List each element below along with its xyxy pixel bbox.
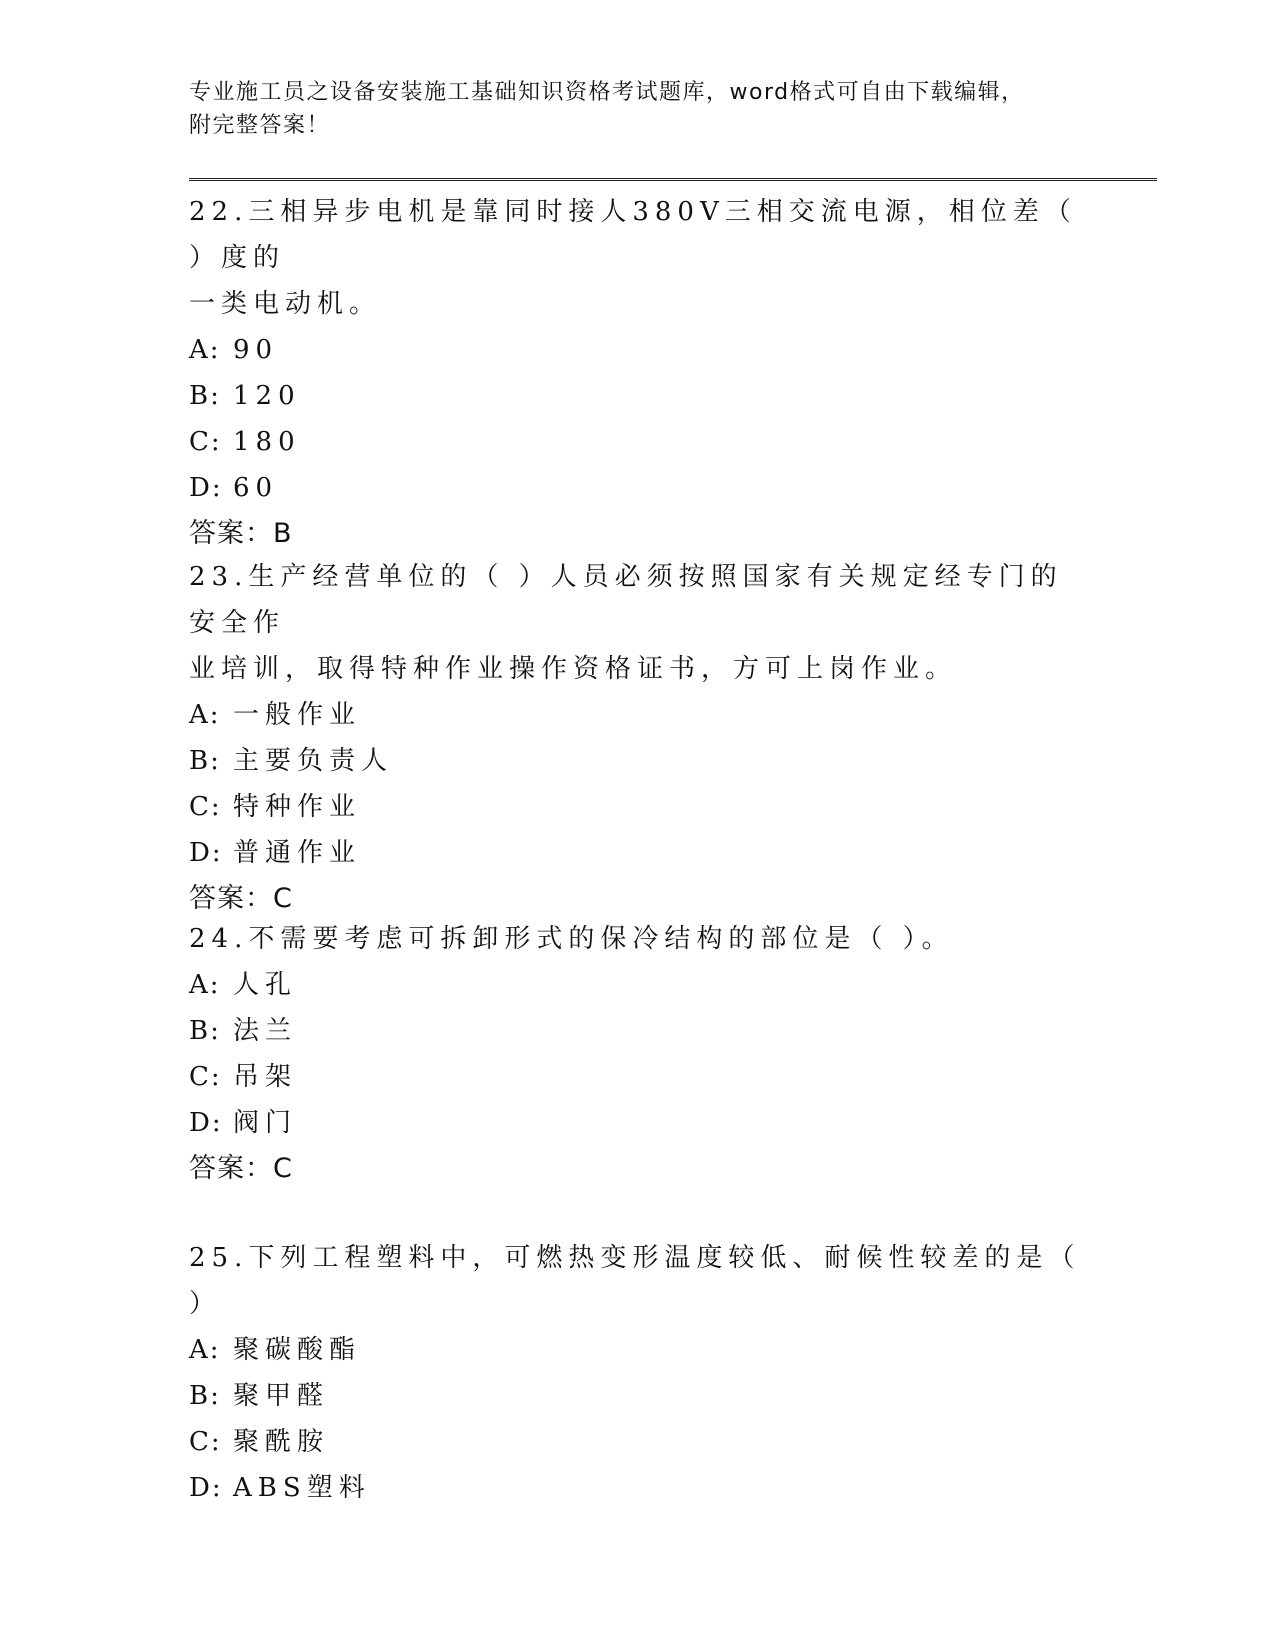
option-text: 法兰 — [233, 1016, 298, 1046]
option-text: 吊架 — [233, 1062, 298, 1092]
option-text: ABS塑料 — [233, 1473, 371, 1503]
option-text: 120 — [233, 381, 301, 411]
option-d — [189, 1465, 1089, 1511]
header-line-2: 附完整答案！ — [189, 113, 331, 138]
question-stem: 24.不需要考虑可拆卸形式的保冷结构的部位是（ ）。 — [189, 924, 954, 954]
option-letter: B: — [189, 1381, 221, 1411]
question-22 — [189, 189, 1089, 557]
option-text: 聚甲醛 — [233, 1381, 330, 1411]
option-letter: A: — [189, 970, 221, 1000]
question-23 — [189, 554, 1089, 922]
option-letter: C: — [189, 792, 222, 822]
option-letter: A: — [189, 700, 221, 730]
option-letter: B: — [189, 1016, 221, 1046]
option-letter: B: — [189, 381, 221, 411]
option-b — [189, 1373, 1089, 1419]
option-b — [189, 373, 1089, 419]
option-text: 人孔 — [233, 970, 298, 1000]
option-text: 特种作业 — [233, 792, 362, 822]
answer-line: 答案：C — [189, 1153, 293, 1184]
option-letter: C: — [189, 1062, 222, 1092]
option-letter: D: — [189, 1108, 223, 1138]
option-letter: C: — [189, 1427, 222, 1457]
option-letter: D: — [189, 473, 223, 503]
answer-line: 答案：B — [189, 518, 293, 549]
option-text: 主要负责人 — [233, 746, 394, 776]
question-25 — [189, 1235, 1089, 1511]
document-header — [189, 76, 1089, 142]
option-text: 一般作业 — [233, 700, 362, 730]
option-c — [189, 419, 1089, 465]
question-stem-continued: 一类电动机。 — [189, 289, 382, 319]
option-a — [189, 327, 1089, 373]
question-stem: 25.下列工程塑料中，可燃热变形温度较低、耐候性较差的是（ ） — [189, 1243, 1081, 1319]
option-a — [189, 1327, 1089, 1373]
option-text: 聚碳酸酯 — [233, 1335, 362, 1365]
option-letter: B: — [189, 746, 221, 776]
option-text: 90 — [233, 335, 279, 365]
option-text: 60 — [233, 473, 279, 503]
option-a — [189, 962, 1089, 1008]
option-c — [189, 1054, 1089, 1100]
option-c — [189, 784, 1089, 830]
option-text: 普通作业 — [233, 838, 362, 868]
option-text: 180 — [233, 427, 301, 457]
question-stem: 23.生产经营单位的（ ）人员必须按照国家有关规定经专门的安全作 — [189, 562, 1063, 638]
option-b — [189, 738, 1089, 784]
option-text: 聚酰胺 — [233, 1427, 330, 1457]
option-letter: D: — [189, 838, 223, 868]
question-stem: 22.三相异步电机是靠同时接人380V三相交流电源，相位差（ ）度的 — [189, 197, 1077, 273]
question-stem-continued: 业培训，取得特种作业操作资格证书，方可上岗作业。 — [189, 654, 958, 684]
header-line-1: 专业施工员之设备安装施工基础知识资格考试题库，word格式可自由下载编辑， — [189, 80, 1025, 105]
answer-line: 答案：C — [189, 883, 293, 914]
header-divider — [189, 178, 1157, 181]
option-letter: A: — [189, 335, 221, 365]
option-letter: A: — [189, 1335, 221, 1365]
option-c — [189, 1419, 1089, 1465]
option-letter: C: — [189, 427, 222, 457]
option-d — [189, 830, 1089, 876]
option-d — [189, 465, 1089, 511]
option-b — [189, 1008, 1089, 1054]
option-a — [189, 692, 1089, 738]
question-24 — [189, 916, 1089, 1192]
option-text: 阀门 — [233, 1108, 298, 1138]
option-letter: D: — [189, 1473, 223, 1503]
option-d — [189, 1100, 1089, 1146]
